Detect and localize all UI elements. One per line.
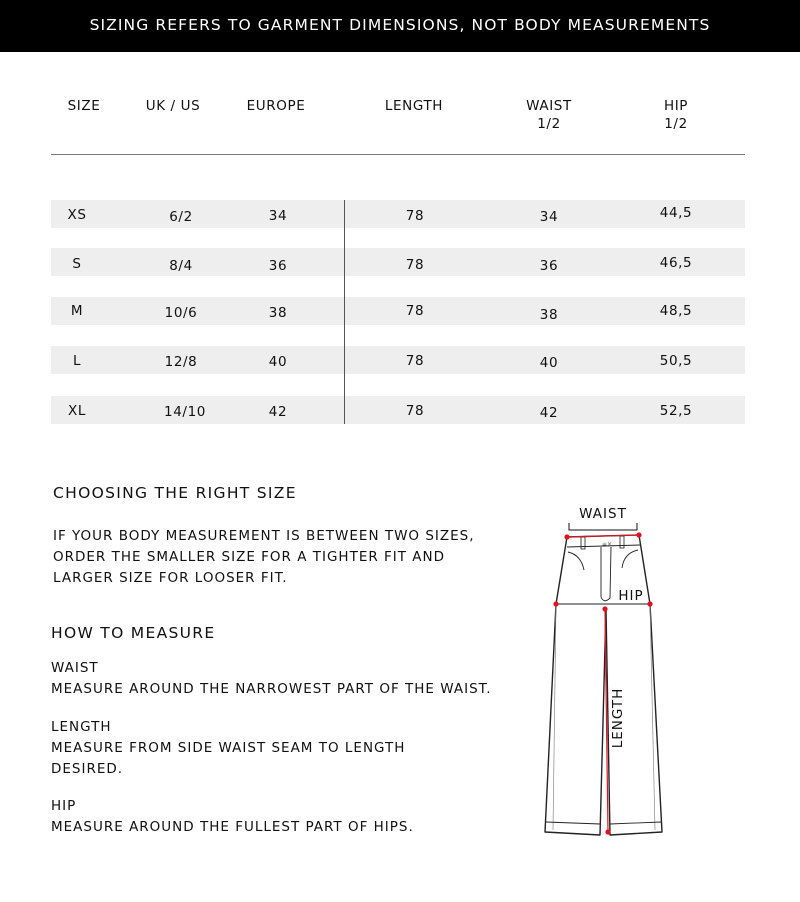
cell-size: XS	[67, 207, 87, 223]
header-hip	[636, 97, 716, 133]
diagram-hip-label: HIP	[618, 588, 644, 604]
top-banner: SIZING REFERS TO GARMENT DIMENSIONS, NOT BODY MEASUREMENTS	[0, 0, 800, 52]
cell-waist: 34	[539, 209, 559, 225]
header-size	[54, 97, 114, 115]
header-divider	[51, 154, 745, 155]
cell-europe: 40	[268, 354, 288, 370]
header-europe	[236, 97, 316, 115]
hip-marker	[553, 601, 558, 606]
choosing-line-1: IF YOUR BODY MEASUREMENT IS BETWEEN TWO SIZES,	[53, 528, 475, 544]
cell-size: S	[72, 256, 82, 272]
cell-hip: 44,5	[659, 205, 693, 221]
cell-uk-us: 10/6	[164, 305, 198, 321]
diagram-length-label: LENGTH	[610, 687, 626, 749]
cell-size: L	[72, 353, 82, 369]
waist-text: MEASURE AROUND THE NARROWEST PART OF THE WAIST.	[51, 681, 492, 697]
cell-europe: 34	[268, 208, 288, 224]
length-marker	[602, 606, 607, 611]
cell-waist: 42	[539, 405, 559, 421]
cell-hip: 46,5	[659, 255, 693, 271]
header-length	[374, 97, 454, 115]
waist-bracket	[569, 523, 637, 530]
length-marker	[605, 829, 610, 834]
header-europe-label: EUROPE	[246, 98, 306, 114]
waist-marker	[564, 534, 569, 539]
cell-europe: 36	[268, 258, 288, 274]
header-uk-us	[133, 97, 213, 115]
cell-uk-us: 14/10	[164, 404, 206, 420]
cell-length: 78	[405, 303, 425, 319]
hip-label: HIP	[51, 798, 77, 814]
header-waist	[509, 97, 589, 133]
cell-hip: 50,5	[659, 353, 693, 369]
header-waist-unit: 1/2	[537, 116, 561, 132]
header-waist-label: WAIST	[526, 98, 572, 114]
cell-length: 78	[405, 208, 425, 224]
cell-size: XL	[68, 403, 86, 419]
cell-length: 78	[405, 257, 425, 273]
cell-length: 78	[405, 353, 425, 369]
hip-marker	[647, 601, 652, 606]
waist-label: WAIST	[51, 660, 99, 676]
pants-outline	[545, 535, 662, 835]
diagram-waist-label: WAIST	[579, 506, 627, 522]
cell-europe: 38	[268, 305, 288, 321]
choosing-title: CHOOSING THE RIGHT SIZE	[53, 484, 297, 502]
length-text-1: MEASURE FROM SIDE WAIST SEAM TO LENGTH	[51, 740, 406, 756]
cell-hip: 52,5	[659, 403, 693, 419]
header-uk-us-label: UK / US	[145, 98, 201, 114]
cell-waist: 36	[539, 258, 559, 274]
length-text-2: DESIRED.	[51, 761, 124, 777]
button-icon: ≡×	[602, 541, 613, 548]
cell-length: 78	[405, 403, 425, 419]
hip-text: MEASURE AROUND THE FULLEST PART OF HIPS.	[51, 819, 414, 835]
header-size-label: SIZE	[67, 98, 101, 114]
header-hip-label: HIP	[663, 98, 689, 114]
cell-waist: 38	[539, 307, 559, 323]
choosing-line-3: LARGER SIZE FOR LOOSER FIT.	[53, 570, 288, 586]
cell-uk-us: 6/2	[169, 209, 193, 225]
cell-size: M	[70, 303, 84, 319]
header-hip-unit: 1/2	[664, 116, 688, 132]
cell-uk-us: 12/8	[164, 354, 198, 370]
cell-europe: 42	[268, 404, 288, 420]
choosing-line-2: ORDER THE SMALLER SIZE FOR A TIGHTER FIT AND	[53, 549, 446, 565]
cell-hip: 48,5	[659, 303, 693, 319]
cell-uk-us: 8/4	[169, 258, 193, 274]
column-divider	[344, 200, 345, 424]
header-length-label: LENGTH	[384, 98, 444, 114]
cell-waist: 40	[539, 355, 559, 371]
pants-diagram	[520, 495, 690, 845]
how-title: HOW TO MEASURE	[51, 624, 216, 642]
length-label: LENGTH	[51, 719, 112, 735]
waist-marker	[636, 532, 641, 537]
